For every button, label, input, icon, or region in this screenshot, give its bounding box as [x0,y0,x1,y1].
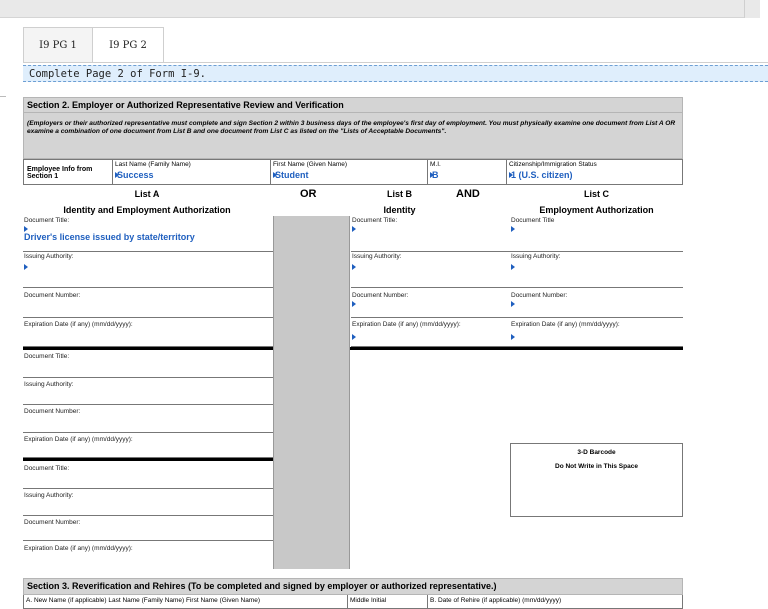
section2-title: Section 2. Employer or Authorized Representative Review and Verification [23,97,683,113]
doc-title-label: Document Title: [24,353,70,360]
expiration-label: Expiration Date (if any) (mm/dd/yyyy): [24,545,133,552]
citizenship-value: 1 (U.S. citizen) [511,170,573,180]
doc-number-label: Document Number: [24,292,81,299]
first-name-label: First Name (Given Name) [273,161,348,168]
doc-title-label: Document Title: [24,465,70,472]
new-name-field[interactable]: A. New Name (if applicable) Last Name (Family Name) First Name (Given Name) [23,595,348,609]
barcode-box [510,443,683,517]
doc-number-label: Document Number: [352,292,409,299]
last-name-value: Success [117,170,154,180]
field-marker-icon [273,172,277,178]
list-a-title: List A [134,189,160,199]
expiration-label: Expiration Date (if any) (mm/dd/yyyy): [352,321,461,328]
field-marker-icon [352,301,356,307]
divider [0,96,6,97]
field-marker-icon [115,172,119,178]
mi-label: M.I. [430,161,441,168]
list-a-subtitle: Identity and Employment Authorization [63,205,231,215]
list-a-expiration-field[interactable] [23,318,273,347]
toolbar-edge [744,0,760,18]
list-c-subtitle: Employment Authorization [539,205,654,215]
list-b-doc-title-field[interactable] [351,216,510,252]
barcode-note: Do Not Write in This Space [555,463,638,470]
list-c-issuing-field[interactable] [510,252,683,288]
list-b-expiration-field[interactable] [351,318,510,347]
issuing-label: Issuing Authority: [24,381,74,388]
and-label: AND [456,188,480,200]
employee-info-label: Employee Info from Section 1 [23,159,113,185]
list-a2-doc-number-field[interactable] [23,405,273,433]
last-name-label: Last Name (Family Name) [115,161,191,168]
first-name-field[interactable] [271,159,428,185]
list-a2-expiration-field[interactable] [23,433,273,458]
list-c-doc-number-field[interactable] [510,288,683,318]
doc-number-label: Document Number: [24,519,81,526]
list-b-subtitle: Identity [383,205,416,215]
list-b-title: List B [386,189,412,199]
issuing-label: Issuing Authority: [24,492,74,499]
field-marker-icon [430,172,434,178]
field-marker-icon [352,264,356,270]
or-label: OR [300,188,317,200]
barcode-title: 3-D Barcode [577,449,616,456]
field-marker-icon [24,226,28,232]
first-name-value: Student [275,170,309,180]
list-c-expiration-field[interactable] [510,318,683,347]
field-marker-icon [352,226,356,232]
list-a3-doc-title-field[interactable] [23,461,273,489]
list-c-doc-title-field[interactable] [510,216,683,252]
last-name-field[interactable] [113,159,271,185]
expiration-label: Expiration Date (if any) (mm/dd/yyyy): [24,321,133,328]
field-marker-icon [24,264,28,270]
issuing-label: Issuing Authority: [352,253,402,260]
list-a2-issuing-field[interactable] [23,378,273,405]
list-c-title: List C [583,189,609,199]
issuing-label: Issuing Authority: [24,253,74,260]
instruction-banner: Complete Page 2 of Form I-9. [23,65,768,82]
tab-divider [23,62,768,63]
field-marker-icon [509,172,513,178]
middle-initial-field[interactable]: Middle Initial [348,595,428,609]
citizenship-label: Citizenship/Immigration Status [509,161,597,168]
rehire-date-field[interactable]: B. Date of Rehire (if applicable) (mm/dd/yyyy) [428,595,683,609]
list-a-doc-number-field[interactable] [23,288,273,318]
list-a-doc-title-field[interactable] [23,216,273,252]
tab-i9-pg1[interactable]: I9 PG 1 [23,27,93,63]
list-a-doc-title-value: Driver's license issued by state/territory [24,232,195,242]
doc-number-label: Document Number: [24,408,81,415]
doc-number-label: Document Number: [511,292,568,299]
or-separator-column [273,216,350,569]
list-a3-issuing-field[interactable] [23,489,273,516]
field-marker-icon [511,264,515,270]
doc-title-label: Document Title [511,217,555,224]
tab-i9-pg2[interactable]: I9 PG 2 [92,27,164,63]
field-marker-icon [511,226,515,232]
section3-title: Section 3. Reverification and Rehires (To be completed and signed by employer or authorized representative.) [23,578,683,595]
field-marker-icon [511,334,515,340]
list-a2-doc-title-field[interactable] [23,350,273,378]
expiration-label: Expiration Date (if any) (mm/dd/yyyy): [511,321,620,328]
citizenship-field[interactable] [507,159,683,185]
middle-initial-field[interactable] [428,159,507,185]
divider [350,347,683,350]
field-marker-icon [352,334,356,340]
doc-title-label: Document Title: [24,217,70,224]
list-b-issuing-field[interactable] [351,252,510,288]
mi-value: B [432,170,439,180]
list-a3-expiration-field[interactable] [23,541,273,569]
issuing-label: Issuing Authority: [511,253,561,260]
list-b-doc-number-field[interactable] [351,288,510,318]
doc-title-label: Document Title: [352,217,398,224]
section2-note: (Employers or their authorized representative must complete and sign Section 2 within 3 business days of the employee's first day of employment. You must physically examine one document from List A OR examine a combination of one document from List B and one document from List C as listed on the "Lists of Acceptable Documents". [23,113,683,159]
expiration-label: Expiration Date (if any) (mm/dd/yyyy): [24,436,133,443]
list-a-issuing-field[interactable] [23,252,273,288]
top-toolbar [0,0,760,18]
list-a3-doc-number-field[interactable] [23,516,273,541]
field-marker-icon [511,301,515,307]
